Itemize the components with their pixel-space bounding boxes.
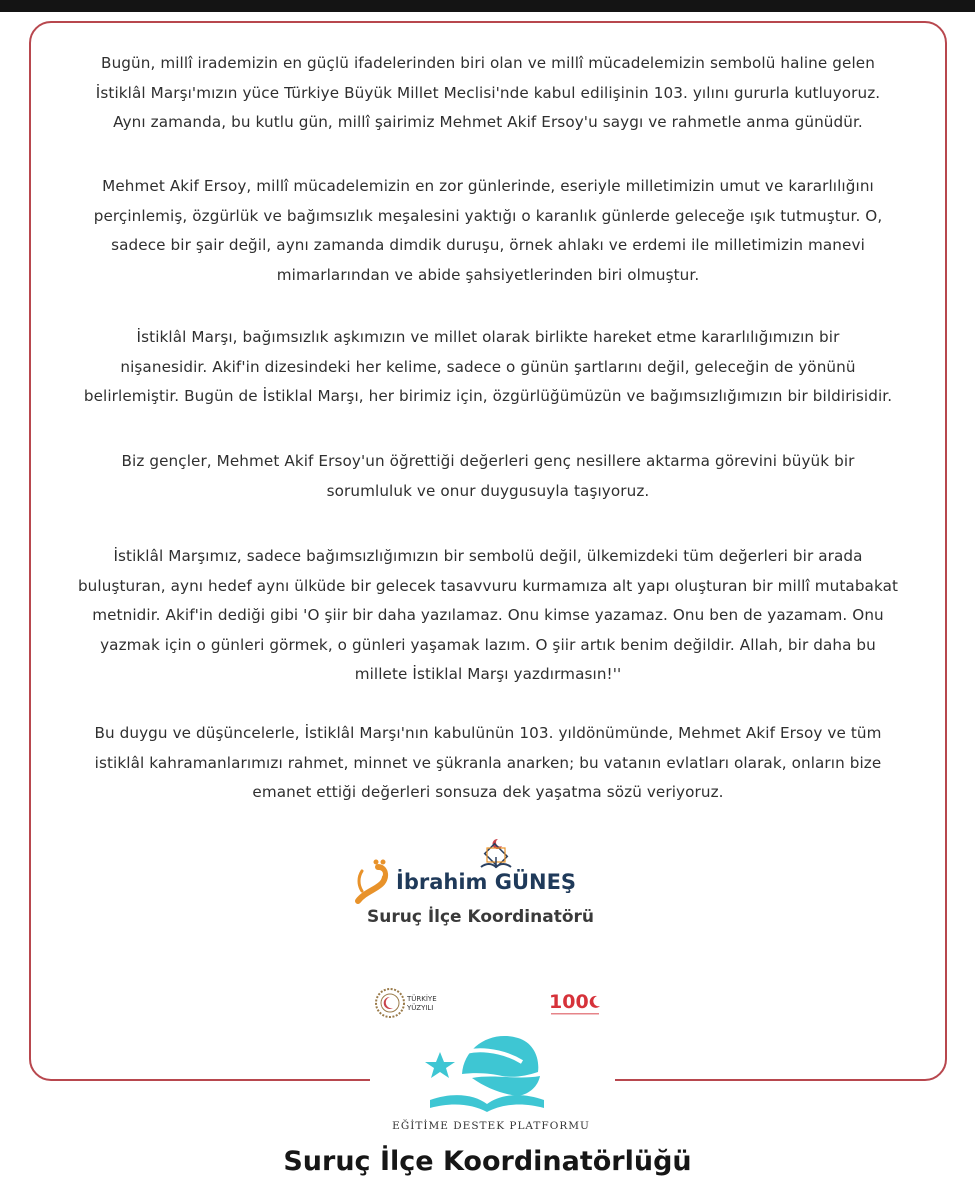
text-line: İstiklâl Marşı, bağımsızlık aşkımızın ve millet olarak birlikte hareket etme kararlılığımızın bir <box>136 328 840 346</box>
paragraph-3 <box>62 323 914 412</box>
paragraph-4 <box>62 447 914 506</box>
text-line: Mehmet Akif Ersoy, millî mücadelemizin en zor günlerinde, eseriyle milletimizin umut ve kararlılığını <box>102 177 874 195</box>
turkiye-text: TÜRKİYE <box>407 995 437 1003</box>
text-line: İstiklâl Marşımız, sadece bağımsızlığımızın bir sembolü değil, ülkemizdeki tüm değerleri bir arada <box>113 547 863 565</box>
text-line: Aynı zamanda, bu kutlu gün, millî şairimiz Mehmet Akif Ersoy'u saygı ve rahmetle anma günüdür. <box>113 113 863 132</box>
text-line: perçinlemiş, özgürlük ve bağımsızlık meşalesini yaktığı o karanlık günlerde geleceğe ışık tutmuştur. O, <box>93 206 883 225</box>
paragraph-1 <box>62 49 914 138</box>
text-line: sadece bir şair değil, aynı zamanda dimdik duruşu, örnek ahlakı ve erdemi ile milletimizin manevi <box>111 236 865 255</box>
text-line: nişanesidir. Akif'in dizesindeki her kelime, sadece o günün şartlarını değil, geleceğin de yönünü <box>120 357 856 376</box>
text-line: Bugün, millî irademizin en güçlü ifadelerinden biri olan ve millî mücadelemizin sembolü haline gelen <box>101 54 875 72</box>
text-line: Bu duygu ve düşüncelerle, İstiklâl Marşı'nın kabulünün 103. yıldönümünde, Mehmet Akif Ersoy ve tüm <box>94 724 882 742</box>
signature-title: Suruç İlçe Koordinatörü <box>367 907 594 927</box>
paragraph-5 <box>62 542 914 690</box>
text-line: belirlemiştir. Bugün de İstiklal Marşı, her birimiz için, özgürlüğümüzün ve bağımsızlığımızın bir bildirisidir. <box>83 387 893 406</box>
text-line: metnidir. Akif'in dediği gibi 'O şiir bir daha yazılamaz. Onu kimse yazamaz. Onu ben de yazamam. Onu <box>92 606 884 625</box>
footer-title: Suruç İlçe Koordinatörlüğü <box>283 1146 692 1177</box>
yuzyili-text: YÜZYILI <box>407 1004 434 1012</box>
top-bar <box>0 0 975 12</box>
platform-name: EĞİTİME DESTEK PLATFORMU <box>392 1120 590 1132</box>
text-line: sorumluluk ve onur duygusuyla taşıyoruz. <box>326 481 650 500</box>
text-line: İstiklâl Marşı'mızın yüce Türkiye Büyük Millet Meclisi'nde kabul edilişinin 103. yılını gururla kutluyoruz. <box>95 83 881 102</box>
text-line: buluşturan, aynı hedef aynı ülküde bir gelecek tasavvuru kurmamıza alt yapı oluşturan bir millî mutabakat <box>77 576 899 595</box>
text-line: yazmak için o günleri görmek, o günleri yaşamak lazım. O şiir artık benim değildir. Allah, bir daha bu <box>100 635 876 654</box>
paragraph-6 <box>62 719 914 808</box>
text-line: Biz gençler, Mehmet Akif Ersoy'un öğrettiği değerleri genç nesillere aktarma görevini büyük bir <box>121 452 855 470</box>
text-line: millete İstiklal Marşı yazdırmasın!'' <box>354 665 622 684</box>
cumhuriyet-100-logo <box>547 988 605 1018</box>
text-line: mimarlarından ve abide şahsiyetlerinden biri olmuştur. <box>276 265 700 284</box>
quran-emblem-icon <box>475 835 517 875</box>
centennial-text: 100 <box>549 991 589 1013</box>
text-line: istiklâl kahramanlarımızı rahmet, minnet ve şükranla anarken; bu vatanın evlatları olarak, onların bize <box>94 753 882 772</box>
vav-calligraphy-icon <box>352 857 392 905</box>
signature-name: İbrahim GÜNEŞ <box>396 870 577 894</box>
text-line: emanet ettiği değerleri sonsuza dek yaşatma sözü veriyoruz. <box>252 783 724 802</box>
egitime-destek-platformu-logo <box>422 1016 552 1126</box>
turkiye-yuzyili-logo <box>373 986 445 1020</box>
paragraph-2 <box>62 172 914 290</box>
